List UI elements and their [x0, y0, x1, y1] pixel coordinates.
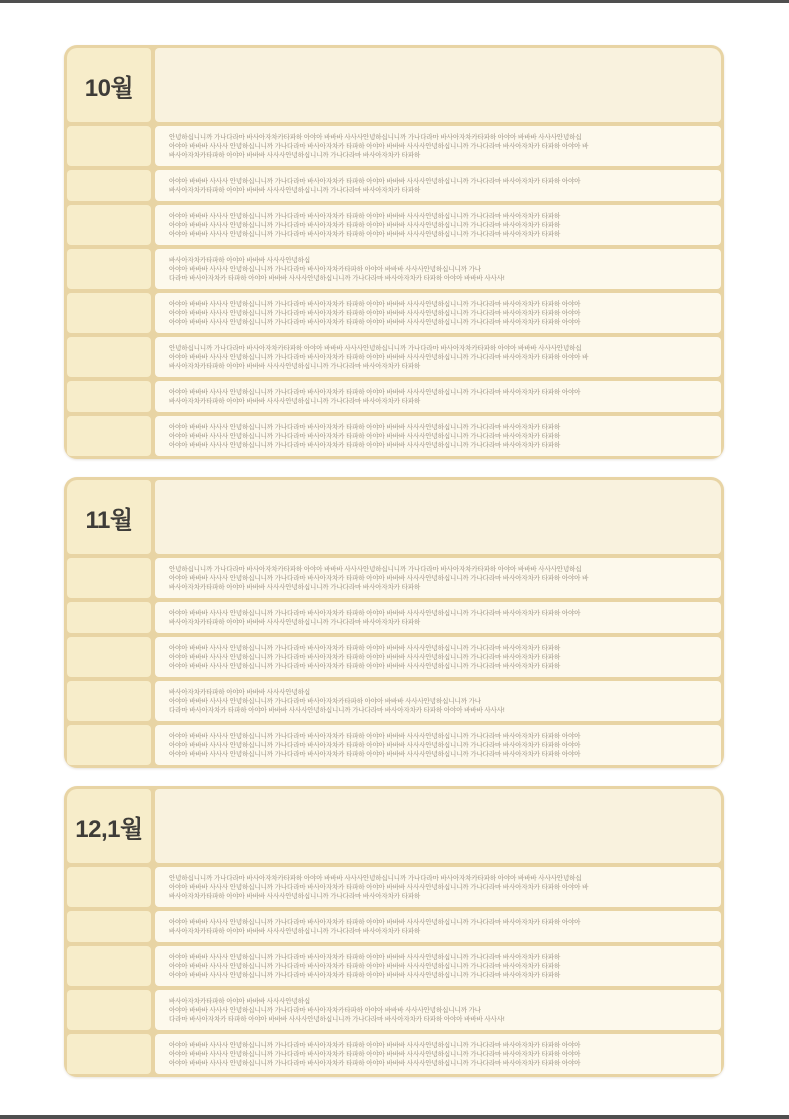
text-line: 다라마 바사아자차카 타파하 아야아 바바바 사사사안녕하십니니까 가나다라마 바사아자차카 타파하 아야아 바바바 사사사!: [169, 275, 505, 282]
text-line: 아야아 바바바 사사사 안녕하십니니까 가나다라마 바사아자차카 타파하 아야아 바바바 사사사안녕하십니니까 가나다라마 바사아자차카 타파하: [169, 424, 561, 431]
month-header-row: [67, 480, 721, 554]
schedule-row: [67, 558, 721, 598]
bottom-rule: [0, 1115, 789, 1119]
text-line: 아야아 바바바 사사사 안녕하십니니까 가나다라마 바사아자차카 타파하 아야아 바바바 사사사안녕하십니니까 가나다라마 바사아자차카 타파하 아야아: [169, 610, 581, 617]
month-label-cell: [67, 789, 151, 863]
row-content-cell: [155, 946, 721, 986]
row-content-cell: [155, 558, 721, 598]
schedule-row: [67, 126, 721, 166]
row-content-cell: [155, 337, 721, 377]
row-content-cell: [155, 416, 721, 456]
row-label-cell: [67, 1034, 151, 1074]
schedule-row: [67, 1034, 721, 1074]
month-header-row: [67, 789, 721, 863]
text-line: 아야아 바바바 사사사 안녕하십니니까 가나다라마 바사아자차카 타파하 아야아 바바바 사사사안녕하십니니까 가나다라마 바사아자차카 타파하 아야아: [169, 310, 581, 317]
row-content-cell: [155, 990, 721, 1030]
row-content-cell: [155, 725, 721, 765]
text-line: 아야아 바바바 사사사 안녕하십니니까 가나다라마 바사아자차카 타파하 아야아 바바바 사사사안녕하십니니까 가나다라마 바사아자차카 타파하: [169, 654, 561, 661]
text-line: 바사아자차카타파하 아야아 바바바 사사사안녕하십니니까 가나다라마 바사아자차카 타파하: [169, 893, 421, 900]
text-line: 아야아 바바바 사사사 안녕하십니니까 가나다라마 바사아자차카 타파하 아야아 바바바 사사사안녕하십니니까 가나다라마 바사아자차카 타파하 아야아: [169, 733, 581, 740]
row-label-cell: [67, 170, 151, 201]
row-content-cell: [155, 381, 721, 412]
schedule-row: [67, 946, 721, 986]
text-line: 아야아 바바바 사사사 안녕하십니니까 가나다라마 바사아자차카 타파하 아야아 바바바 사사사안녕하십니니까 가나다라마 바사아자차카 타파하 아야아: [169, 301, 581, 308]
schedule-row: [67, 681, 721, 721]
row-content-cell: [155, 911, 721, 942]
text-line: 아야아 바바바 사사사 안녕하십니니까 가나다라마 바사아자차카 타파하 아야아 바바바 사사사안녕하십니니까 가나다라마 바사아자차카 타파하: [169, 663, 561, 670]
row-content-cell: [155, 1034, 721, 1074]
month-table: [64, 786, 724, 1077]
month-table: [64, 477, 724, 768]
schedule-row: [67, 170, 721, 201]
text-line: 바사아자차카타파하 아야아 바바바 사사사안녕하십: [169, 257, 311, 264]
text-line: 바사아자차카타파하 아야아 바바바 사사사안녕하십니니까 가나다라마 바사아자차카 타파하: [169, 398, 421, 405]
row-content-cell: [155, 249, 721, 289]
schedule-row: [67, 293, 721, 333]
row-content-cell: [155, 170, 721, 201]
row-label-cell: [67, 293, 151, 333]
row-label-cell: [67, 558, 151, 598]
text-line: 바사아자차카타파하 아야아 바바바 사사사안녕하십: [169, 998, 311, 1005]
text-line: 아야아 바바바 사사사 안녕하십니니까 가나다라마 바사아자차카 타파하 아야아 바바바 사사사안녕하십니니까 가나다라마 바사아자차카 타파하 아야아: [169, 1042, 581, 1049]
month-header-content-cell: [155, 48, 721, 122]
text-line: 아야아 바바바 사사사 안녕하십니니까 가나다라마 바사아자차카타파하 아야아 바바바 사사사안녕하십니니까 가나: [169, 1007, 481, 1014]
text-line: 바사아자차카타파하 아야아 바바바 사사사안녕하십니니까 가나다라마 바사아자차카 타파하: [169, 152, 421, 159]
row-content-cell: [155, 126, 721, 166]
row-label-cell: [67, 249, 151, 289]
row-label-cell: [67, 602, 151, 633]
row-label-cell: [67, 990, 151, 1030]
row-label-cell: [67, 946, 151, 986]
text-line: 바사아자차카타파하 아야아 바바바 사사사안녕하십: [169, 689, 311, 696]
text-line: 아야아 바바바 사사사 안녕하십니니까 가나다라마 바사아자차카 타파하 아야아 바바바 사사사안녕하십니니까 가나다라마 바사아자차카 타파하: [169, 954, 561, 961]
month-header-row: [67, 48, 721, 122]
text-line: 다라마 바사아자차카 타파하 아야아 바바바 사사사안녕하십니니까 가나다라마 바사아자차카 타파하 아야아 바바바 사사사!: [169, 1016, 505, 1023]
schedule-row: [67, 381, 721, 412]
row-content-cell: [155, 205, 721, 245]
row-label-cell: [67, 337, 151, 377]
row-label-cell: [67, 637, 151, 677]
text-line: 다라마 바사아자차카 타파하 아야아 바바바 사사사안녕하십니니까 가나다라마 바사아자차카 타파하 아야아 바바바 사사사!: [169, 707, 505, 714]
text-line: 아야아 바바바 사사사 안녕하십니니까 가나다라마 바사아자차카 타파하 아야아 바바바 사사사안녕하십니니까 가나다라마 바사아자차카 타파하: [169, 645, 561, 652]
text-line: 아야아 바바바 사사사 안녕하십니니까 가나다라마 바사아자차카 타파하 아야아 바바바 사사사안녕하십니니까 가나다라마 바사아자차카 타파하 아야아 바: [169, 143, 589, 150]
text-line: 아야아 바바바 사사사 안녕하십니니까 가나다라마 바사아자차카 타파하 아야아 바바바 사사사안녕하십니니까 가나다라마 바사아자차카 타파하: [169, 963, 561, 970]
month-label: 11월: [85, 506, 133, 534]
row-label-cell: [67, 867, 151, 907]
row-content-cell: [155, 602, 721, 633]
top-rule: [0, 0, 789, 3]
text-line: 안녕하십니니까 가나다라마 바사아자차카타파하 아야아 바바바 사사사안녕하십니니까 가나다라마 바사아자차카타파하 아야아 바바바 사사사안녕하십: [169, 566, 582, 573]
text-line: 아야아 바바바 사사사 안녕하십니니까 가나다라마 바사아자차카 타파하 아야아 바바바 사사사안녕하십니니까 가나다라마 바사아자차카 타파하 아야아 바: [169, 575, 589, 582]
text-line: 바사아자차카타파하 아야아 바바바 사사사안녕하십니니까 가나다라마 바사아자차카 타파하: [169, 928, 421, 935]
text-line: 아야아 바바바 사사사 안녕하십니니까 가나다라마 바사아자차카 타파하 아야아 바바바 사사사안녕하십니니까 가나다라마 바사아자차카 타파하: [169, 442, 561, 449]
month-header-content-cell: [155, 789, 721, 863]
text-line: 아야아 바바바 사사사 안녕하십니니까 가나다라마 바사아자차카 타파하 아야아 바바바 사사사안녕하십니니까 가나다라마 바사아자차카 타파하 아야아 바: [169, 884, 589, 891]
text-line: 아야아 바바바 사사사 안녕하십니니까 가나다라마 바사아자차카 타파하 아야아 바바바 사사사안녕하십니니까 가나다라마 바사아자차카 타파하 아야아: [169, 178, 581, 185]
row-label-cell: [67, 381, 151, 412]
text-line: 아야아 바바바 사사사 안녕하십니니까 가나다라마 바사아자차카 타파하 아야아 바바바 사사사안녕하십니니까 가나다라마 바사아자차카 타파하 아야아: [169, 751, 581, 758]
month-table: [64, 45, 724, 459]
text-line: 바사아자차카타파하 아야아 바바바 사사사안녕하십니니까 가나다라마 바사아자차카 타파하: [169, 584, 421, 591]
text-line: 아야아 바바바 사사사 안녕하십니니까 가나다라마 바사아자차카 타파하 아야아 바바바 사사사안녕하십니니까 가나다라마 바사아자차카 타파하: [169, 433, 561, 440]
text-line: 바사아자차카타파하 아야아 바바바 사사사안녕하십니니까 가나다라마 바사아자차카 타파하: [169, 363, 421, 370]
text-line: 아야아 바바바 사사사 안녕하십니니까 가나다라마 바사아자차카 타파하 아야아 바바바 사사사안녕하십니니까 가나다라마 바사아자차카 타파하 아야아: [169, 742, 581, 749]
month-label: 10월: [84, 74, 134, 102]
row-label-cell: [67, 126, 151, 166]
month-label-cell: [67, 480, 151, 554]
text-line: 아야아 바바바 사사사 안녕하십니니까 가나다라마 바사아자차카 타파하 아야아 바바바 사사사안녕하십니니까 가나다라마 바사아자차카 타파하: [169, 972, 561, 979]
schedule-row: [67, 637, 721, 677]
schedule-row: [67, 602, 721, 633]
row-content-cell: [155, 867, 721, 907]
schedule-row: [67, 205, 721, 245]
text-line: 아야아 바바바 사사사 안녕하십니니까 가나다라마 바사아자차카 타파하 아야아 바바바 사사사안녕하십니니까 가나다라마 바사아자차카 타파하 아야아: [169, 1060, 581, 1067]
text-line: 아야아 바바바 사사사 안녕하십니니까 가나다라마 바사아자차카타파하 아야아 바바바 사사사안녕하십니니까 가나: [169, 266, 481, 273]
text-line: 바사아자차카타파하 아야아 바바바 사사사안녕하십니니까 가나다라마 바사아자차카 타파하: [169, 187, 421, 194]
row-label-cell: [67, 205, 151, 245]
text-line: 아야아 바바바 사사사 안녕하십니니까 가나다라마 바사아자차카 타파하 아야아 바바바 사사사안녕하십니니까 가나다라마 바사아자차카 타파하: [169, 213, 561, 220]
month-label-cell: [67, 48, 151, 122]
text-line: 안녕하십니니까 가나다라마 바사아자차카타파하 아야아 바바바 사사사안녕하십니니까 가나다라마 바사아자차카타파하 아야아 바바바 사사사안녕하십: [169, 134, 582, 141]
text-line: 안녕하십니니까 가나다라마 바사아자차카타파하 아야아 바바바 사사사안녕하십니니까 가나다라마 바사아자차카타파하 아야아 바바바 사사사안녕하십: [169, 875, 582, 882]
row-content-cell: [155, 681, 721, 721]
row-label-cell: [67, 681, 151, 721]
month-header-content-cell: [155, 480, 721, 554]
row-label-cell: [67, 911, 151, 942]
text-line: 안녕하십니니까 가나다라마 바사아자차카타파하 아야아 바바바 사사사안녕하십니니까 가나다라마 바사아자차카타파하 아야아 바바바 사사사안녕하십: [169, 345, 582, 352]
row-label-cell: [67, 416, 151, 456]
text-line: 아야아 바바바 사사사 안녕하십니니까 가나다라마 바사아자차카 타파하 아야아 바바바 사사사안녕하십니니까 가나다라마 바사아자차카 타파하: [169, 231, 561, 238]
schedule-row: [67, 990, 721, 1030]
row-label-cell: [67, 725, 151, 765]
text-line: 아야아 바바바 사사사 안녕하십니니까 가나다라마 바사아자차카 타파하 아야아 바바바 사사사안녕하십니니까 가나다라마 바사아자차카 타파하 아야아: [169, 1051, 581, 1058]
schedule-row: [67, 337, 721, 377]
text-line: 아야아 바바바 사사사 안녕하십니니까 가나다라마 바사아자차카 타파하 아야아 바바바 사사사안녕하십니니까 가나다라마 바사아자차카 타파하 아야아: [169, 389, 581, 396]
schedule-row: [67, 249, 721, 289]
row-content-cell: [155, 293, 721, 333]
text-line: 아야아 바바바 사사사 안녕하십니니까 가나다라마 바사아자차카 타파하 아야아 바바바 사사사안녕하십니니까 가나다라마 바사아자차카 타파하 아야아: [169, 919, 581, 926]
text-line: 바사아자차카타파하 아야아 바바바 사사사안녕하십니니까 가나다라마 바사아자차카 타파하: [169, 619, 421, 626]
text-line: 아야아 바바바 사사사 안녕하십니니까 가나다라마 바사아자차카 타파하 아야아 바바바 사사사안녕하십니니까 가나다라마 바사아자차카 타파하: [169, 222, 561, 229]
schedule-row: [67, 725, 721, 765]
schedule-row: [67, 867, 721, 907]
schedule-row: [67, 911, 721, 942]
text-line: 아야아 바바바 사사사 안녕하십니니까 가나다라마 바사아자차카 타파하 아야아 바바바 사사사안녕하십니니까 가나다라마 바사아자차카 타파하 아야아: [169, 319, 581, 326]
month-label: 12,1월: [75, 815, 143, 843]
text-line: 아야아 바바바 사사사 안녕하십니니까 가나다라마 바사아자차카타파하 아야아 바바바 사사사안녕하십니니까 가나: [169, 698, 481, 705]
schedule-row: [67, 416, 721, 456]
text-line: 아야아 바바바 사사사 안녕하십니니까 가나다라마 바사아자차카 타파하 아야아 바바바 사사사안녕하십니니까 가나다라마 바사아자차카 타파하 아야아 바: [169, 354, 589, 361]
row-content-cell: [155, 637, 721, 677]
